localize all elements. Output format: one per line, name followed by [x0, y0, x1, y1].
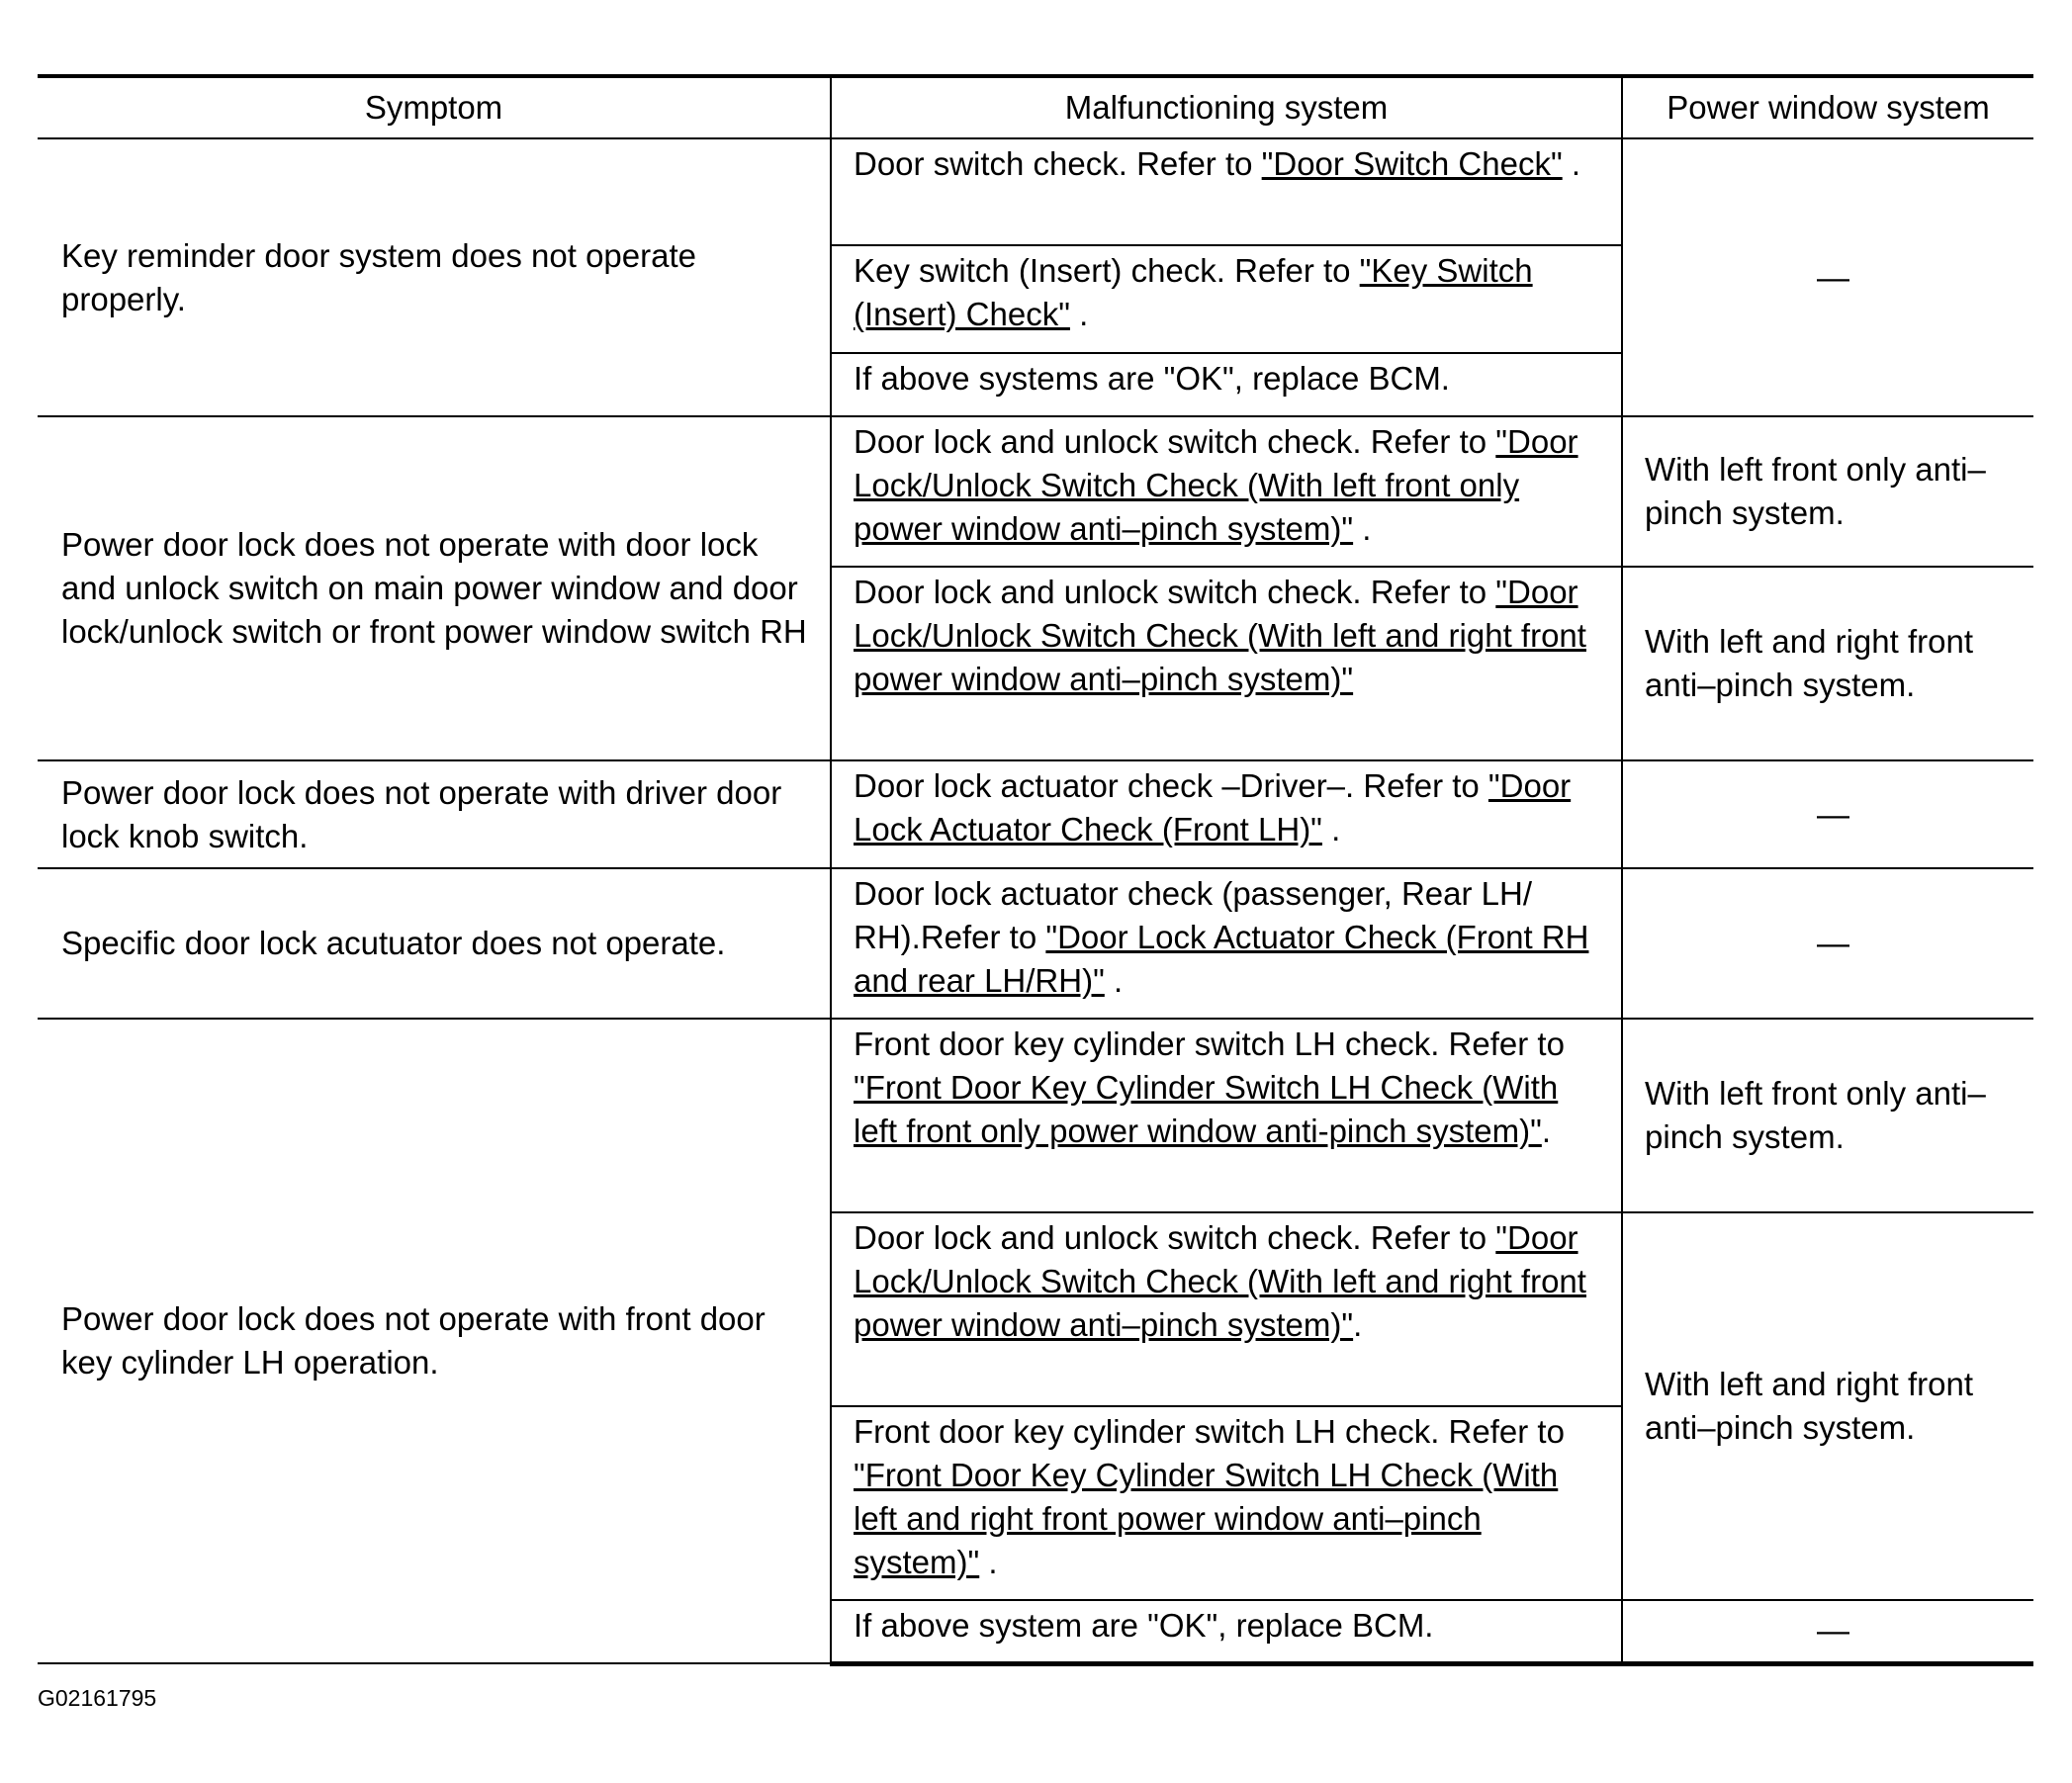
table-row	[38, 138, 2033, 245]
table-row	[38, 1019, 2033, 1212]
reference-link[interactable]: "Door Lock Actuator Check (Front RH and rear LH/RH)"	[854, 919, 1589, 999]
malfunction-text: Door switch check. Refer to	[854, 145, 1262, 182]
power-window-cell: With left front only anti–pinch system.	[1622, 1019, 2033, 1212]
table-header-row	[38, 76, 2033, 138]
malfunction-text: If above system are "OK", replace BCM.	[854, 1607, 1434, 1644]
malfunction-suffix: .	[1321, 811, 1341, 847]
figure-id: G02161795	[38, 1685, 157, 1711]
malfunction-cell	[831, 1019, 1622, 1212]
malfunction-cell	[831, 760, 1622, 868]
symptom-cell: Key reminder door system does not operate properly.	[38, 138, 831, 416]
malfunction-text: Front door key cylinder switch LH check. Refer to	[854, 1413, 1565, 1450]
malfunction-text: Door lock and unlock switch check. Refer to	[854, 423, 1496, 460]
diagnosis-table	[38, 74, 2033, 1666]
malfunction-cell	[831, 245, 1622, 353]
power-window-cell: —	[1622, 1600, 2033, 1663]
table-row	[38, 760, 2033, 868]
header-symptom: Symptom	[38, 76, 831, 138]
malfunction-text: Door lock actuator check (passenger, Rear LH/ RH).Refer to	[854, 875, 1532, 955]
malfunction-suffix: .	[1104, 962, 1124, 999]
reference-link[interactable]: "Front Door Key Cylinder Switch LH Check (With left front only power window anti-pinch system)"	[854, 1069, 1559, 1149]
power-window-cell: —	[1622, 138, 2033, 416]
malfunction-suffix: .	[979, 1544, 998, 1580]
table-row	[38, 416, 2033, 567]
power-window-cell: With left and right front anti–pinch system.	[1622, 1212, 2033, 1600]
power-window-cell: —	[1622, 868, 2033, 1019]
malfunction-cell	[831, 353, 1622, 416]
malfunction-suffix: .	[1562, 145, 1581, 182]
malfunction-suffix: .	[1541, 1113, 1552, 1149]
malfunction-text: Door lock actuator check –Driver–. Refer to	[854, 767, 1488, 804]
malfunction-cell	[831, 1406, 1622, 1600]
malfunction-suffix: .	[1353, 1306, 1363, 1343]
reference-link[interactable]: "Front Door Key Cylinder Switch LH Check (With left and right front power window anti–pinch system)"	[854, 1457, 1559, 1580]
malfunction-cell	[831, 1600, 1622, 1663]
malfunction-cell	[831, 138, 1622, 245]
header-malfunctioning-system: Malfunctioning system	[831, 76, 1622, 138]
malfunction-text: Front door key cylinder switch LH check. Refer to	[854, 1025, 1565, 1062]
malfunction-text: If above systems are "OK", replace BCM.	[854, 360, 1450, 397]
symptom-cell: Specific door lock acutuator does not operate.	[38, 868, 831, 1019]
malfunction-cell	[831, 567, 1622, 760]
malfunction-cell	[831, 868, 1622, 1019]
reference-link[interactable]: "Door Lock/Unlock Switch Check (With left front only power window anti–pinch system)"	[854, 423, 1578, 547]
symptom-cell: Power door lock does not operate with driver door lock knob switch.	[38, 760, 831, 868]
reference-link[interactable]: "Door Lock/Unlock Switch Check (With left and right front power window anti–pinch system)"	[854, 574, 1586, 697]
reference-link[interactable]: "Door Switch Check"	[1261, 145, 1563, 182]
malfunction-cell	[831, 1212, 1622, 1406]
malfunction-suffix: .	[1353, 510, 1372, 547]
table-row	[38, 868, 2033, 1019]
malfunction-text: Door lock and unlock switch check. Refer to	[854, 1219, 1496, 1256]
symptom-cell: Power door lock does not operate with front door key cylinder LH operation.	[38, 1019, 831, 1663]
header-power-window-system: Power window system	[1622, 76, 2033, 138]
reference-link[interactable]: "Door Lock/Unlock Switch Check (With left and right front power window anti–pinch system)"	[854, 1219, 1586, 1343]
symptom-cell: Power door lock does not operate with door lock and unlock switch on main power window and door lock/unlock switch or front power window switch RH	[38, 416, 831, 760]
reference-link[interactable]: "Door Lock Actuator Check (Front LH)"	[854, 767, 1572, 847]
malfunction-cell	[831, 416, 1622, 567]
reference-link[interactable]: "Key Switch (Insert) Check"	[854, 252, 1533, 332]
malfunction-suffix: .	[1069, 296, 1089, 332]
malfunction-text: Key switch (Insert) check. Refer to	[854, 252, 1360, 289]
malfunction-text: Door lock and unlock switch check. Refer to	[854, 574, 1496, 610]
power-window-cell: —	[1622, 760, 2033, 868]
power-window-cell: With left front only anti–pinch system.	[1622, 416, 2033, 567]
power-window-cell: With left and right front anti–pinch system.	[1622, 567, 2033, 760]
